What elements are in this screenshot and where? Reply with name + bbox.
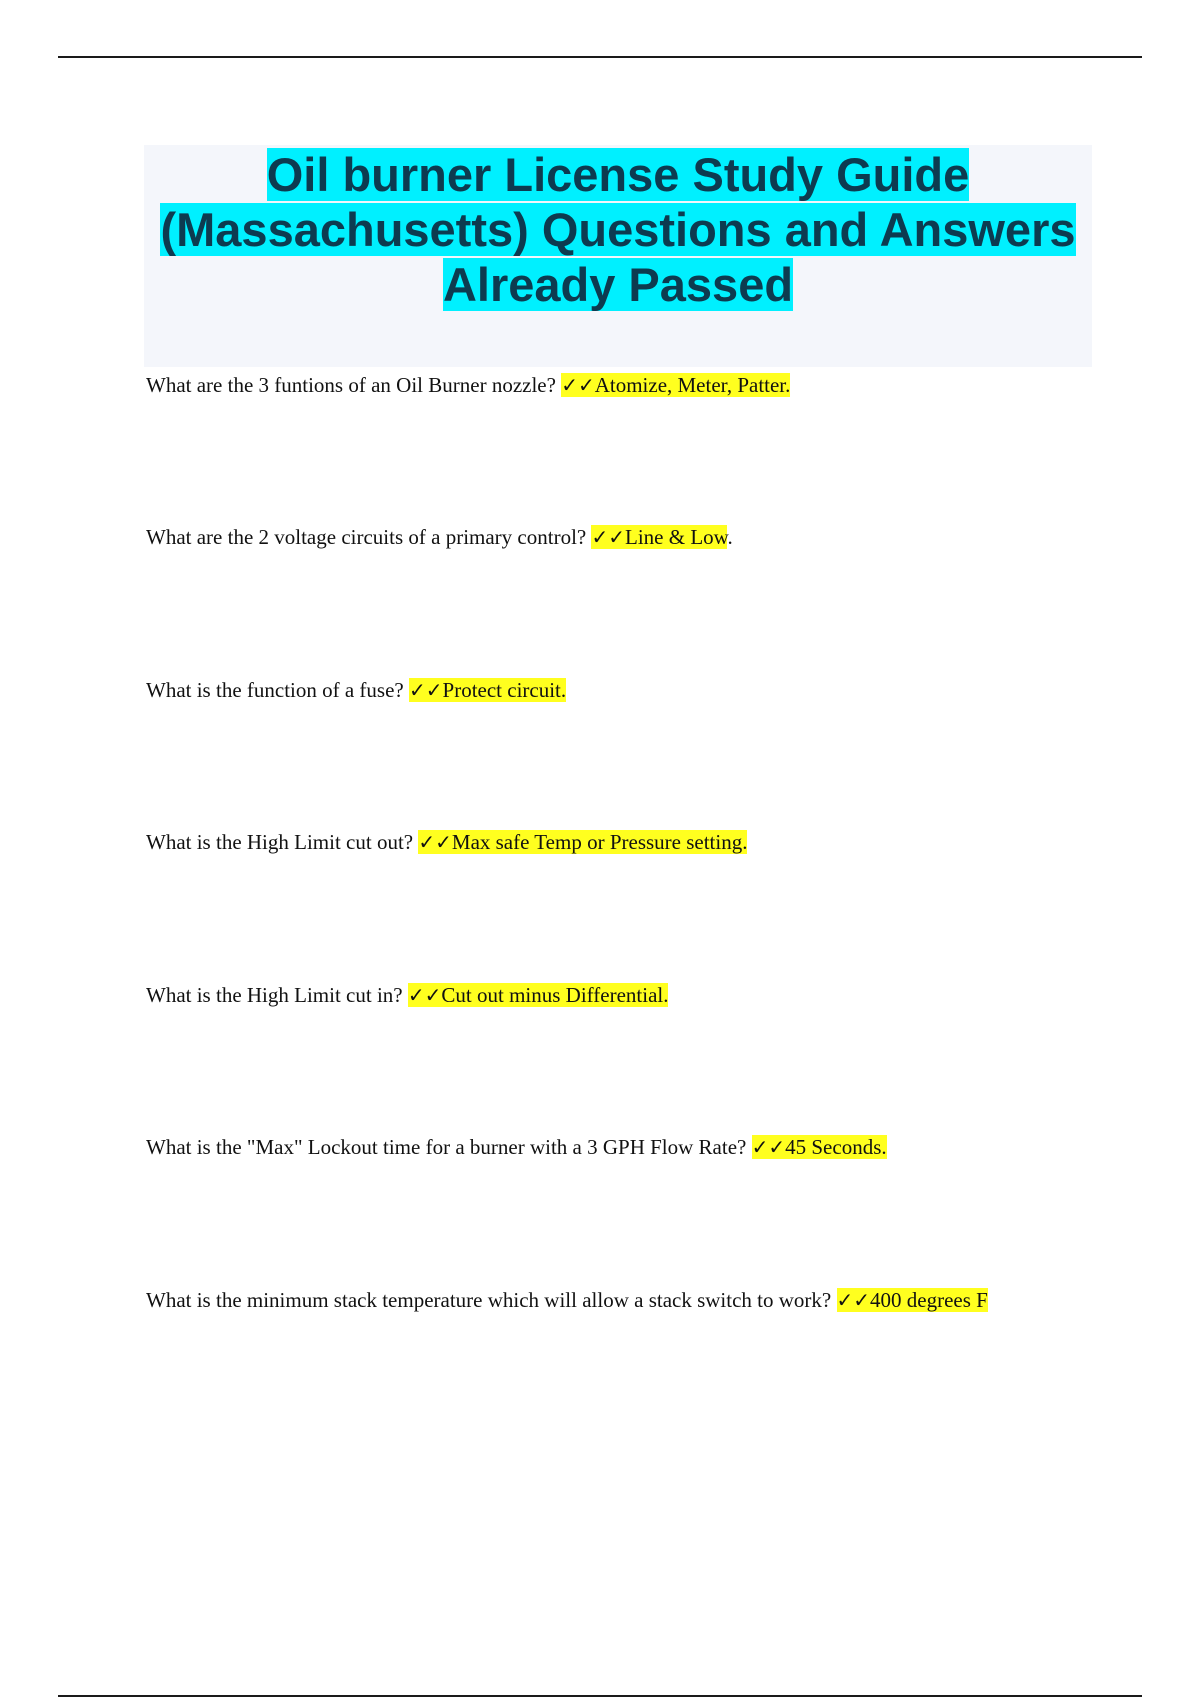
answer-highlight — [752, 1135, 887, 1159]
check-marks-icon: ✓✓ — [407, 983, 442, 1007]
check-marks-icon: ✓✓ — [591, 525, 625, 549]
qa-item-7 — [146, 1270, 1046, 1331]
answer-text: 400 degrees F — [870, 1288, 988, 1312]
answer-highlight — [561, 373, 790, 397]
question-text: What is the minimum stack temperature which will allow a stack switch to work? — [146, 1288, 837, 1312]
question-text: What are the 2 voltage circuits of a primary control? — [146, 525, 592, 549]
header-rule — [58, 56, 1142, 58]
qa-item-5 — [146, 965, 1046, 1026]
answer-text: Protect circuit. — [442, 678, 567, 702]
check-marks-icon: ✓✓ — [561, 373, 595, 397]
document-title-text: Oil burner License Study Guide (Massachusetts) Questions and Answers Already Passed — [160, 148, 1076, 311]
question-text: What is the High Limit cut in? — [146, 983, 408, 1007]
qa-item-1 — [146, 355, 1046, 416]
answer-highlight — [408, 983, 669, 1007]
qa-item-6 — [146, 1117, 1046, 1178]
question-text: What is the function of a fuse? — [146, 678, 409, 702]
answer-text: Line & Low — [625, 525, 728, 549]
answer-highlight — [418, 830, 747, 854]
answer-text: Atomize, Meter, Patter. — [594, 373, 791, 397]
check-marks-icon: ✓✓ — [409, 678, 443, 702]
question-text: What is the High Limit cut out? — [146, 830, 419, 854]
title-block — [144, 145, 1092, 367]
check-marks-icon: ✓✓ — [836, 1288, 871, 1312]
answer-highlight — [409, 678, 566, 702]
question-text: What is the "Max" Lockout time for a burner with a 3 GPH Flow Rate? — [146, 1135, 752, 1159]
document-title — [144, 145, 1092, 312]
qa-item-2 — [146, 507, 1046, 568]
qa-item-4 — [146, 812, 1046, 873]
answer-text: Max safe Temp or Pressure setting. — [451, 830, 748, 854]
question-text: What are the 3 funtions of an Oil Burner nozzle? — [146, 373, 562, 397]
answer-highlight — [837, 1288, 988, 1312]
answer-highlight — [591, 525, 727, 549]
footer-rule — [58, 1695, 1142, 1697]
check-marks-icon: ✓✓ — [418, 830, 452, 854]
check-marks-icon: ✓✓ — [751, 1135, 786, 1159]
answer-trailing: . — [727, 525, 733, 549]
answer-text: 45 Seconds. — [785, 1135, 887, 1159]
qa-item-3 — [146, 660, 1046, 721]
answer-text: Cut out minus Differential. — [441, 983, 669, 1007]
